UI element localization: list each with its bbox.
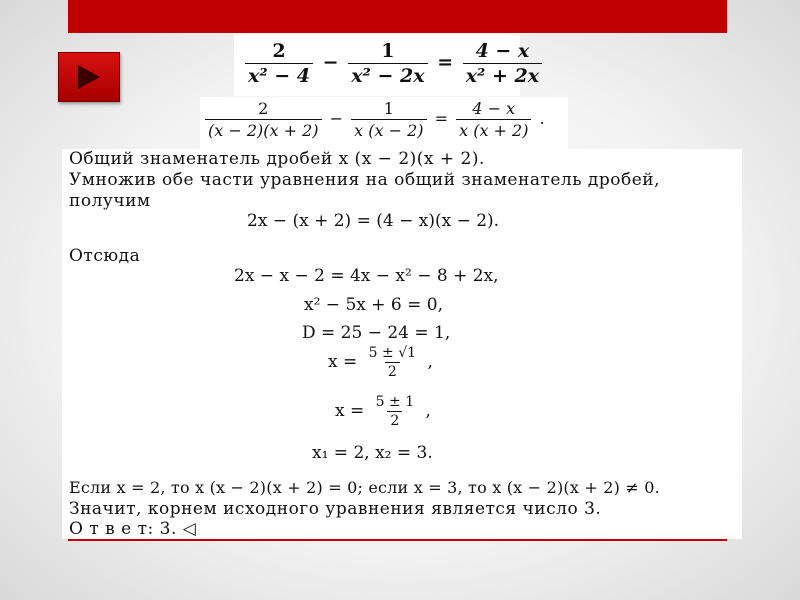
root-formula-numerator: 5 ± √1: [368, 345, 417, 361]
conclusion-line: Значит, корнем исходного уравнения является число 3.: [69, 499, 602, 519]
common-denominator-line: Общий знаменатель дробей x (x − 2)(x + 2).: [69, 149, 485, 169]
period: .: [539, 109, 545, 128]
factored-fraction-1: [205, 99, 322, 140]
roots-line: x₁ = 2, x₂ = 3.: [312, 443, 433, 463]
check-line: Если x = 2, то x (x − 2)(x + 2) = 0; если x = 3, то x (x − 2)(x + 2) ≠ 0.: [69, 478, 660, 497]
multiply-line: Умножив обе части уравнения на общий знаменатель дробей,: [69, 170, 660, 190]
fraction-3-denominator: x² + 2x: [463, 63, 542, 87]
fraction-1-numerator: 2: [272, 40, 286, 62]
factored-fraction-3-denominator: x (x + 2): [456, 119, 531, 140]
root-simplified-lhs: x =: [335, 401, 365, 421]
multiplied-equation: 2x − (x + 2) = (4 − x)(x − 2).: [247, 211, 500, 231]
root-formula-denominator: 2: [385, 362, 400, 380]
fraction-1: [245, 40, 313, 87]
root-formula-comma: ,: [427, 352, 433, 372]
play-button[interactable]: [58, 52, 120, 102]
step-discriminant: D = 25 − 24 = 1,: [302, 323, 451, 343]
minus-sign: −: [322, 51, 339, 74]
factored-fraction-3: [456, 99, 531, 140]
top-accent-bar: [68, 0, 727, 33]
root-formula-fraction: [366, 345, 419, 380]
play-icon: [78, 65, 100, 89]
factored-fraction-2: [351, 99, 426, 140]
step-root-simplified: [335, 394, 431, 429]
fraction-3-numerator: 4 − x: [475, 40, 530, 62]
factored-fraction-3-numerator: 4 − x: [472, 99, 516, 118]
fraction-2-numerator: 1: [381, 40, 395, 62]
answer-line: О т в е т: 3. ◁: [69, 519, 197, 539]
hence-line: Отсюда: [69, 246, 141, 266]
step-expand: 2x − x − 2 = 4x − x² − 8 + 2x,: [234, 266, 499, 286]
factored-fraction-2-denominator: x (x − 2): [351, 119, 426, 140]
obtain-line: получим: [69, 191, 151, 211]
factored-fraction-1-numerator: 2: [258, 99, 269, 118]
original-equation: [234, 34, 540, 96]
solution-text: [62, 149, 742, 539]
root-simplified-denominator: 2: [387, 411, 402, 429]
equals-sign: =: [434, 109, 448, 128]
factored-equation: [200, 97, 568, 149]
equals-sign: =: [437, 51, 454, 74]
fraction-2-denominator: x² − 2x: [348, 63, 427, 87]
minus-sign: −: [329, 109, 344, 128]
root-formula-lhs: x =: [328, 352, 358, 372]
step-root-formula: [328, 345, 433, 380]
fraction-2: [348, 40, 427, 87]
fraction-1-denominator: x² − 4: [245, 63, 313, 87]
root-simplified-numerator: 5 ± 1: [375, 394, 415, 410]
root-simplified-fraction: [373, 394, 417, 429]
factored-fraction-1-denominator: (x − 2)(x + 2): [205, 119, 322, 140]
fraction-3: [463, 40, 542, 87]
step-quadratic: x² − 5x + 6 = 0,: [304, 295, 443, 315]
root-simplified-comma: ,: [425, 401, 431, 421]
bottom-accent-line: [68, 539, 727, 541]
factored-fraction-2-numerator: 1: [383, 99, 394, 118]
